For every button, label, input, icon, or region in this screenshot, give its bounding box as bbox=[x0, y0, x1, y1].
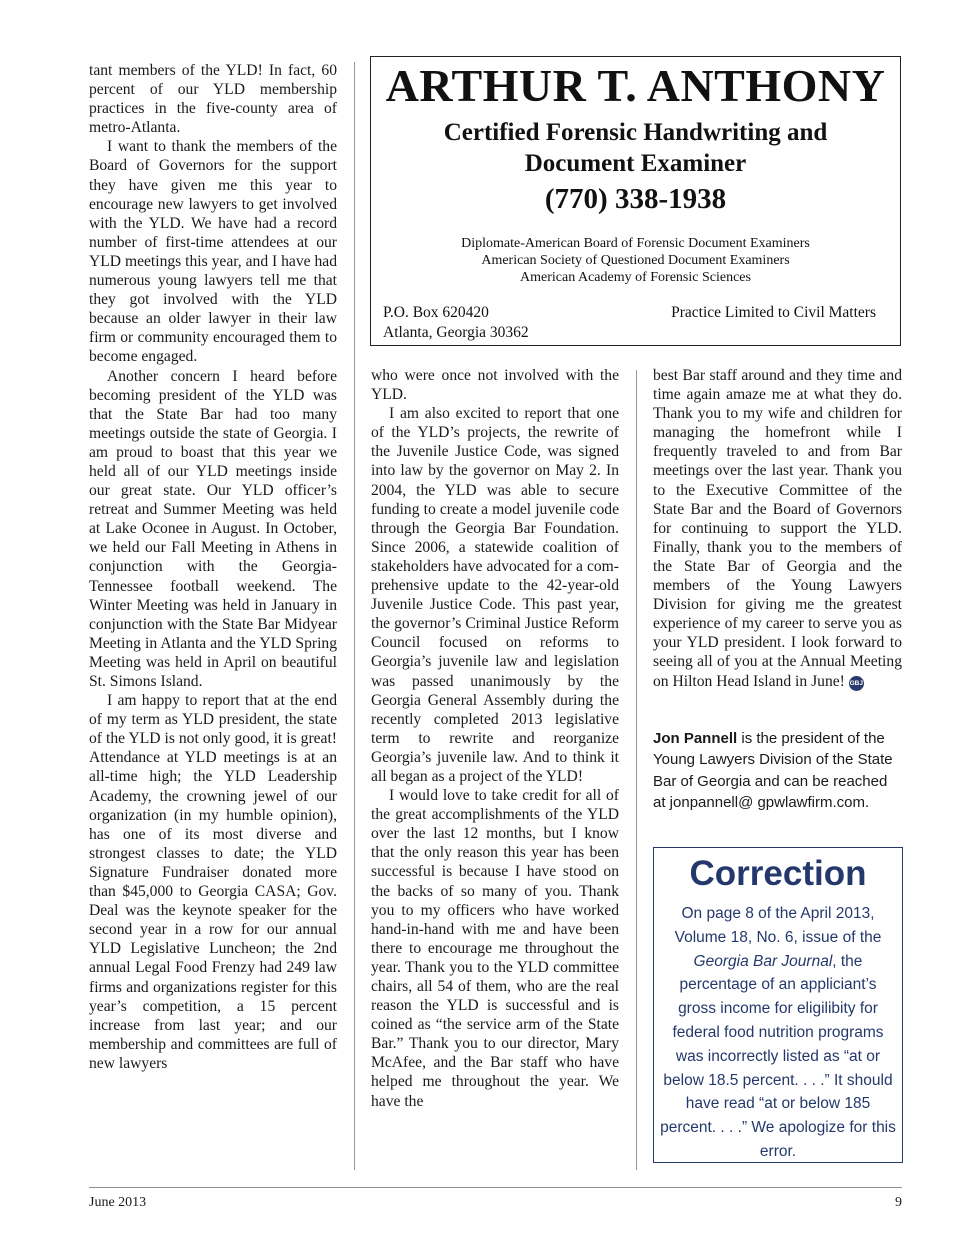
footer-divider bbox=[89, 1187, 902, 1188]
paragraph: I would love to take credit for all of the great accomplishments of the YLD over the last 12 months, but I know that the only reason this year has been successful is because I have stood on the backs of so many of you. Thank you to my officers who have worked hand-in-hand with me and have been there to encourage me throughout the year. Thank you to the YLD committee chairs, all 54 of them, who are the real reason the YLD is successful and is coined as “the service arm of the State Bar.” Thank you to our director, Mary McAfee, and the Bar staff who have helped me throughout the year. We have the bbox=[371, 787, 619, 1110]
ad-phone: (770) 338-1938 bbox=[544, 183, 727, 215]
correction-text bbox=[654, 894, 902, 1164]
ad-name: ARTHUR T. ANTHONY bbox=[385, 60, 886, 111]
paragraph: I am happy to report that at the end of my term as YLD president, the state of the YLD is not only good, it is great! Attendance at YLD meetings is at an all-time high; the YLD Leadership Academy, the crowning jewel of our organization (in my humble opinion), has one of its most diverse and strongest classes to date; the YLD Signature Fundraiser donated more than $45,000 to Georgia CASA; Gov. Deal was the keynote speaker for the second year in a row for our annual YLD Legislative Luncheon; the 2nd annual Legal Food Frenzy had 249 law firms and organizations register for this year’s competition, a 15 percent increase from last year; and our membership and committees are full of new lawyers bbox=[89, 692, 337, 1072]
ad-credential: Diplomate-American Board of Forensic Document Examiners bbox=[461, 236, 810, 251]
footer-date: June 2013 bbox=[89, 1195, 147, 1210]
article-column-1 bbox=[89, 61, 337, 1073]
paragraph: tant members of the YLD! In fact, 60 percent of our YLD membership practices in the five-county area of metro-Atlanta. bbox=[89, 62, 337, 137]
ad-credential: American Academy of Forensic Sciences bbox=[520, 270, 751, 285]
correction-text-after: , the percentage of an appliciant’s gross income for eligilibity for federal food nutrition programs was incorrectly listed as “at or below 18.5 percent. . . .” It should have read “at or below 185 percent. . . .” We apologize for this error. bbox=[660, 952, 896, 1160]
gbj-end-mark-icon: GBJ bbox=[849, 676, 864, 691]
column-divider bbox=[636, 370, 637, 1170]
paragraph-text: best Bar staff around and they time and time again amaze me at what they do. Thank you to my wife and children for managing the homefront while I frequently traveled to and from Bar meetings over the last year. Thank you to the Executive Committee of the State Bar and the Board of Governors for continuing to support the YLD. Finally, thank you to the members of the State Bar of Georgia and the members of the Young Lawyers Division for giving me the greatest experience of my career to serve you as your YLD president. I look forward to seeing all of you at the Annual Meeting on Hilton Head Island in June! bbox=[653, 367, 902, 690]
correction-title: Correction bbox=[689, 854, 867, 893]
correction-text-before: On page 8 of the April 2013, Volume 18, No. 6, issue of the bbox=[674, 905, 882, 946]
publication-name: Georgia Bar Journal bbox=[693, 952, 833, 970]
advertisement-box bbox=[370, 56, 901, 346]
page-number: 9 bbox=[895, 1195, 902, 1210]
ad-title-line-2: Document Examiner bbox=[524, 150, 747, 177]
ad-credentials bbox=[371, 235, 900, 286]
ad-credential: American Society of Questioned Document Examiners bbox=[481, 253, 790, 268]
article-column-3 bbox=[653, 366, 902, 691]
author-bio bbox=[653, 728, 903, 813]
author-bio-text: is the president of the Young Lawyers Division of the State Bar of Georgia and can be reached at jonpannell@ gpwlawfirm.com. bbox=[653, 730, 893, 811]
column-divider bbox=[354, 62, 355, 1170]
article-column-2 bbox=[371, 366, 619, 1111]
paragraph: Another concern I heard before becoming president of the YLD was that the State Bar had too many meetings outside the state of Georgia. I am proud to boast that this year we held all of our YLD meetings inside our great state. Our YLD officer’s retreat and Summer Meeting was held at Lake Oconee in August. In October, we held our Fall Meeting in Athens in conjunction with the Georgia-Tennessee football weekend. The Winter Meeting was held in January in conjunction with the State Bar Midyear Meeting in Atlanta and the YLD Spring Meeting was held in April on beautiful St. Simons Island. bbox=[89, 367, 337, 690]
paragraph bbox=[653, 366, 902, 691]
ad-practice-note: Practice Limited to Civil Matters bbox=[671, 304, 876, 321]
ad-title-line-1: Certified Forensic Handwriting and bbox=[443, 119, 828, 146]
paragraph: I am also excited to report that one of the YLD’s projects, the rewrite of the Juvenile Justice Code, was signed into law by the governor on May 2. In 2004, the YLD was able to secure funding to create a model juvenile code through the Georgia Bar Foundation. Since 2006, a statewide coalition of stakeholders have advocated for a comprehensive update to the 42-year-old Juvenile Justice Code. This past year, the governor’s Criminal Justice Reform Council focused on reforms to Georgia’s juvenile law and legislation was passed unanimously by the Georgia General Assembly during the recently completed 2013 legislative term to rewrite and reorganize Georgia’s juvenile law. And to think it all began as a project of the YLD! bbox=[371, 405, 619, 785]
ad-address bbox=[383, 303, 529, 343]
ad-address-line-1: P.O. Box 620420 bbox=[383, 304, 489, 321]
author-name: Jon Pannell bbox=[653, 730, 738, 747]
paragraph: who were once not involved with the YLD. bbox=[371, 367, 619, 404]
paragraph: I want to thank the members of the Board of Governors for the support they have given me this year to encourage new lawyers to get involved with the YLD. We have had a record number of first-time attendees at our YLD meetings this year, and I have had numerous young lawyers tell me that they got involved with the YLD because an older lawyer in their law firm or community encouraged them to become engaged. bbox=[89, 138, 337, 366]
correction-box bbox=[653, 847, 903, 1163]
ad-address-line-2: Atlanta, Georgia 30362 bbox=[383, 324, 529, 341]
